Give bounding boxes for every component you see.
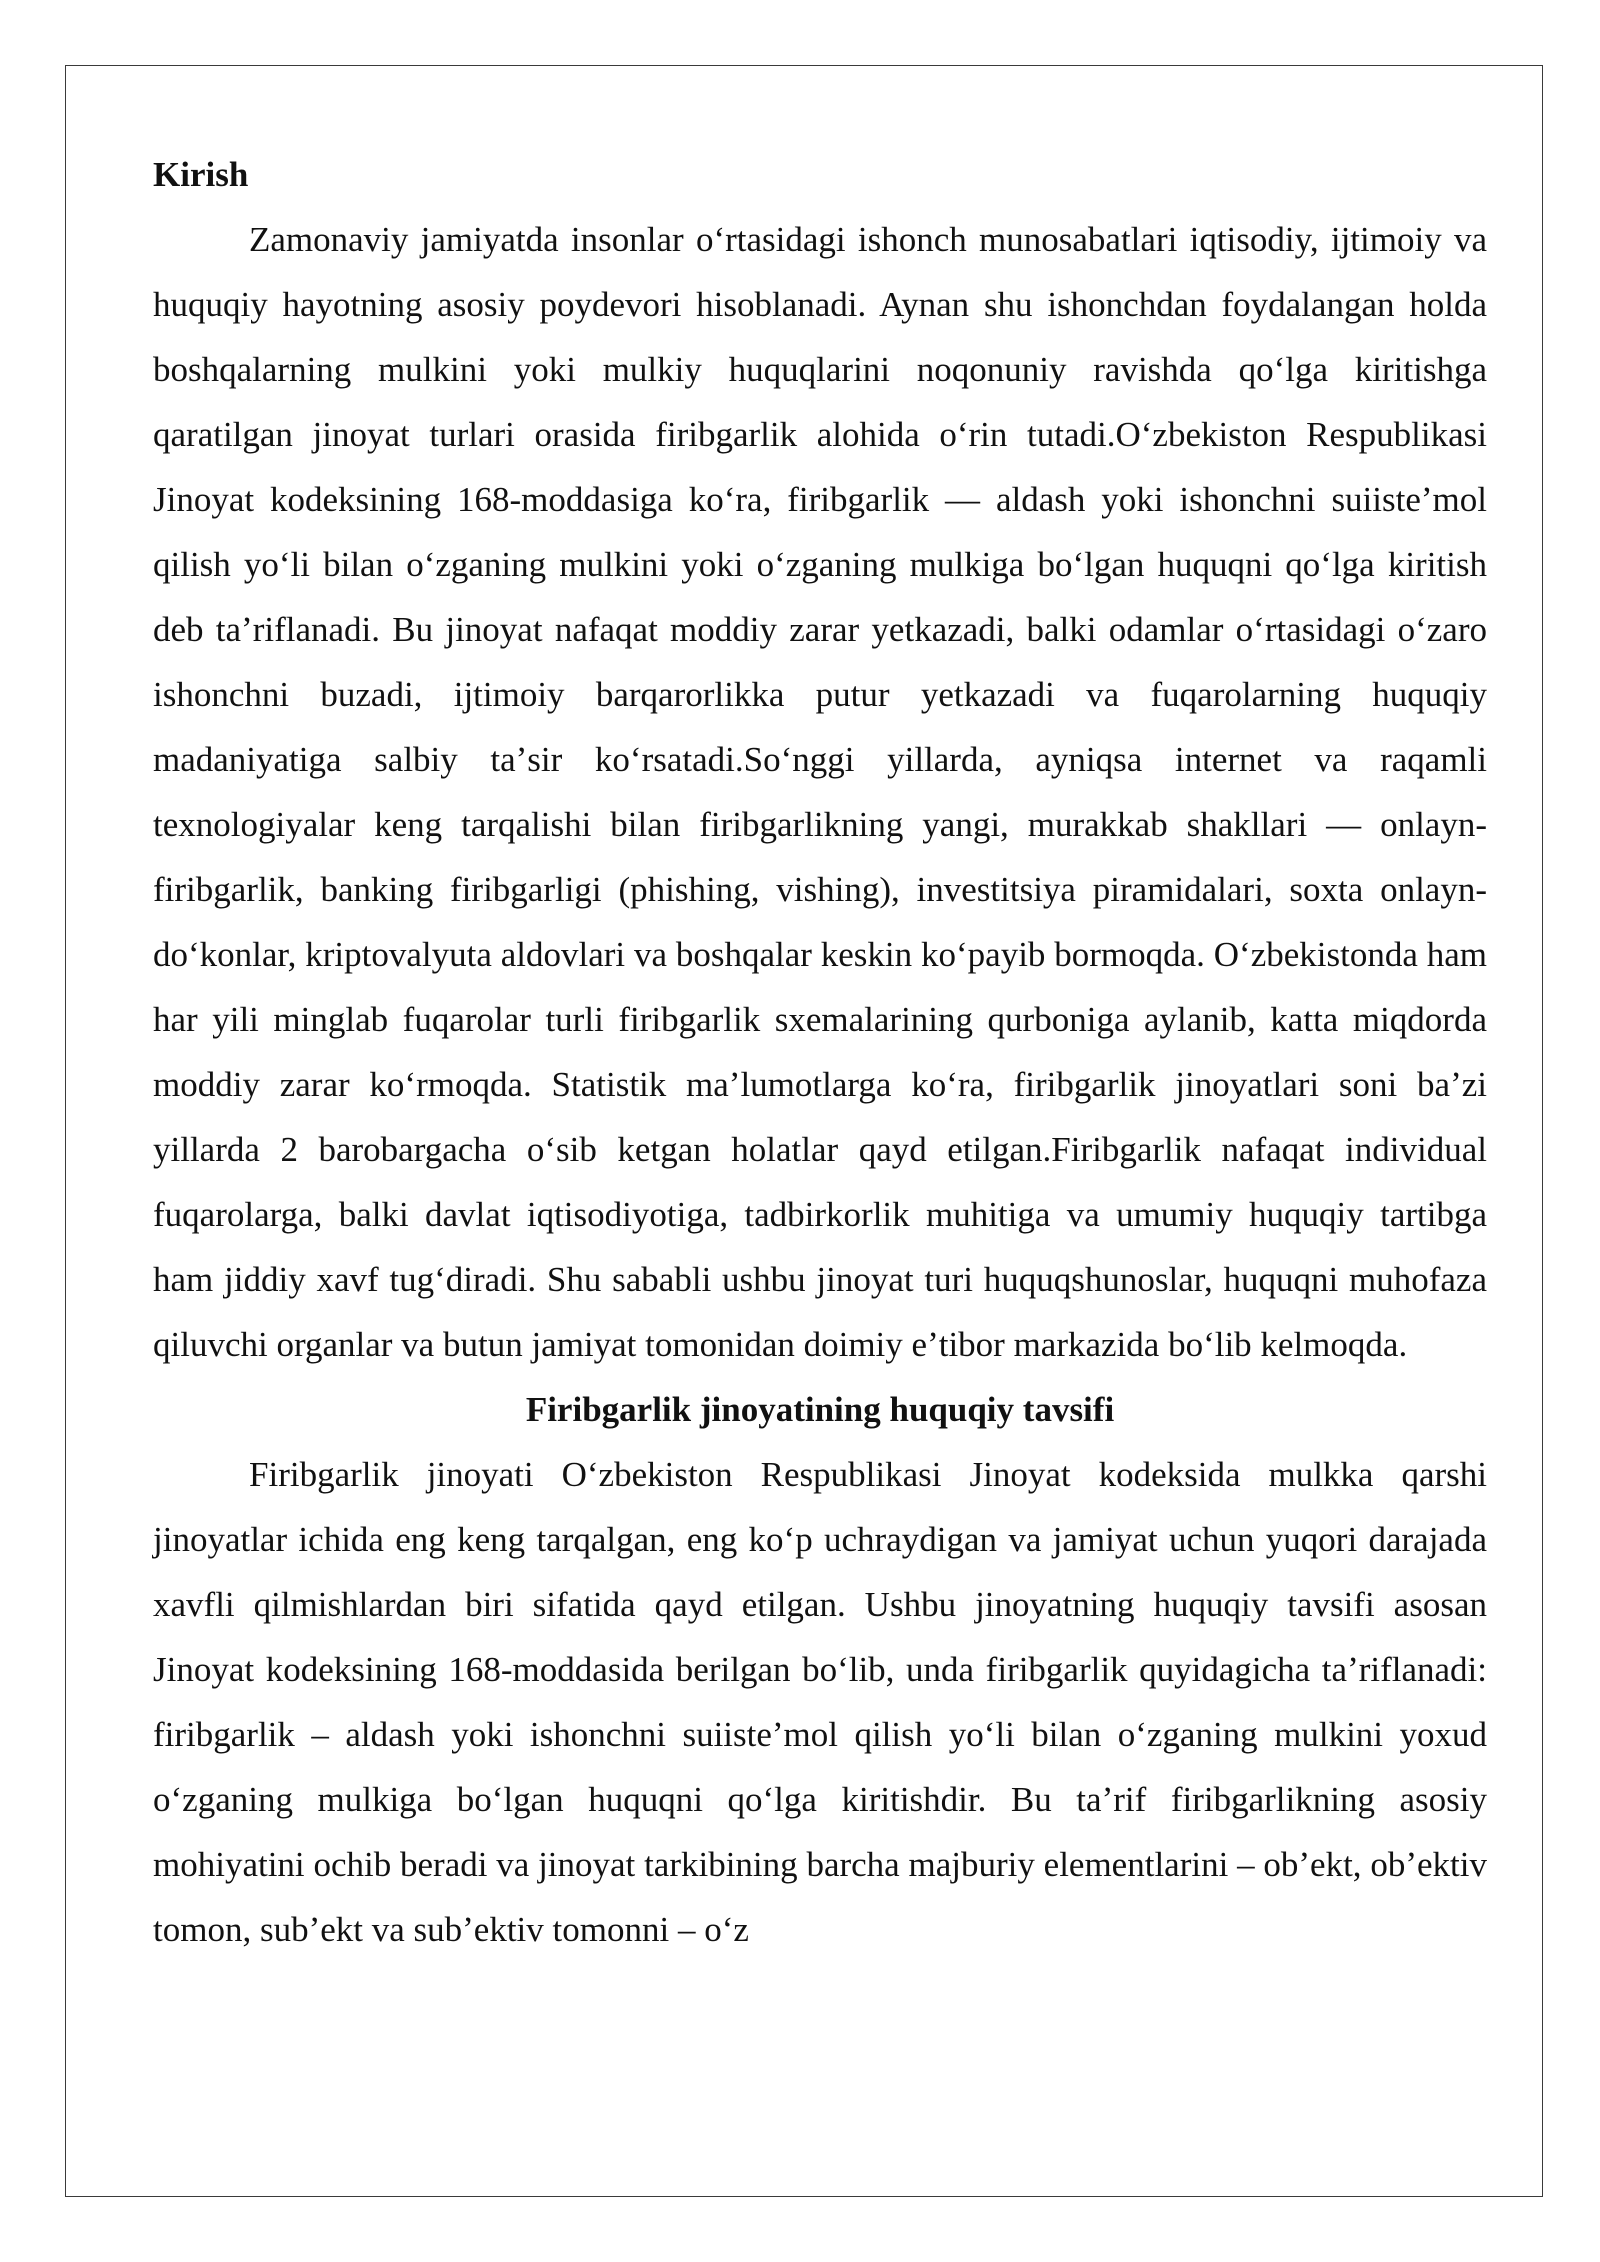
- section-heading: Firibgarlik jinoyatining huquqiy tavsifi: [525, 1390, 1115, 1429]
- intro-paragraph: Zamonaviy jamiyatda insonlar oʻrtasidagi ishonch munosabatlari iqtisodiy, ijtimoiy va huquqiy hayotning asosiy poydevori hisoblanadi. Aynan shu ishonchdan foydalangan holda boshqalarning mulkini yoki mulkiy huquqlarini noqonuniy ravishda qoʻlga kiritishga qaratilgan jinoyat turlari orasida firibgarlik alohida oʻrin tutadi.Oʻzbekiston Respublikasi Jinoyat kodeksining 168-moddasiga koʻra, firibgarlik — aldash yoki ishonchni suiisteʼmol qilish yoʻli bilan oʻzganing mulkini yoki oʻzganing mulkiga boʻlgan huquqni qoʻlga kiritish deb taʼriflanadi. Bu jinoyat nafaqat moddiy zarar yetkazadi, balki odamlar oʻrtasidagi oʻzaro ishonchni buzadi, ijtimoiy barqarorlikka putur yetkazadi va fuqarolarning huquqiy madaniyatiga salbiy taʼsir koʻrsatadi.Soʻnggi yillarda, ayniqsa internet va raqamli texnologiyalar keng tarqalishi bilan firibgarlikning yangi, murakkab shakllari — onlayn-firibgarlik, banking firibgarligi (phishing, vishing), investitsiya piramidalari, soxta onlayn-doʻkonlar, kriptovalyuta aldovlari va boshqalar keskin koʻpayib bormoqda. Oʻzbekistonda ham har yili minglab fuqarolar turli firibgarlik sxemalarining qurboniga aylanib, katta miqdorda moddiy zarar koʻrmoqda. Statistik maʼlumotlarga koʻra, firibgarlik jinoyatlari soni baʼzi yillarda 2 barobargacha oʻsib ketgan holatlar qayd etilgan.Firibgarlik nafaqat individual fuqarolarga, balki davlat iqtisodiyotiga, tadbirkorlik muhitiga va umumiy huquqiy tartibga ham jiddiy xavf tugʻdiradi. Shu sababli ushbu jinoyat turi huquqshunoslar, huquqni muhofaza qiluvchi organlar va butun jamiyat tomonidan doimiy eʼtibor markazida boʻlib kelmoqda.: [153, 220, 1487, 1364]
- intro-heading: Kirish: [153, 155, 249, 194]
- document-body: [153, 142, 1487, 1962]
- section-paragraph: Firibgarlik jinoyati Oʻzbekiston Respublikasi Jinoyat kodeksida mulkka qarshi jinoyatlar ichida eng keng tarqalgan, eng koʻp uchraydigan va jamiyat uchun yuqori darajada xavfli qilmishlardan biri sifatida qayd etilgan. Ushbu jinoyatning huquqiy tavsifi asosan Jinoyat kodeksining 168-moddasida berilgan boʻlib, unda firibgarlik quyidagicha taʼriflanadi: firibgarlik – aldash yoki ishonchni suiisteʼmol qilish yoʻli bilan oʻzganing mulkini yoxud oʻzganing mulkiga boʻlgan huquqni qoʻlga kiritishdir. Bu taʼrif firibgarlikning asosiy mohiyatini ochib beradi va jinoyat tarkibining barcha majburiy elementlarini – obʼekt, obʼektiv tomon, subʼekt va subʼektiv tomonni – oʻz: [153, 1455, 1487, 1949]
